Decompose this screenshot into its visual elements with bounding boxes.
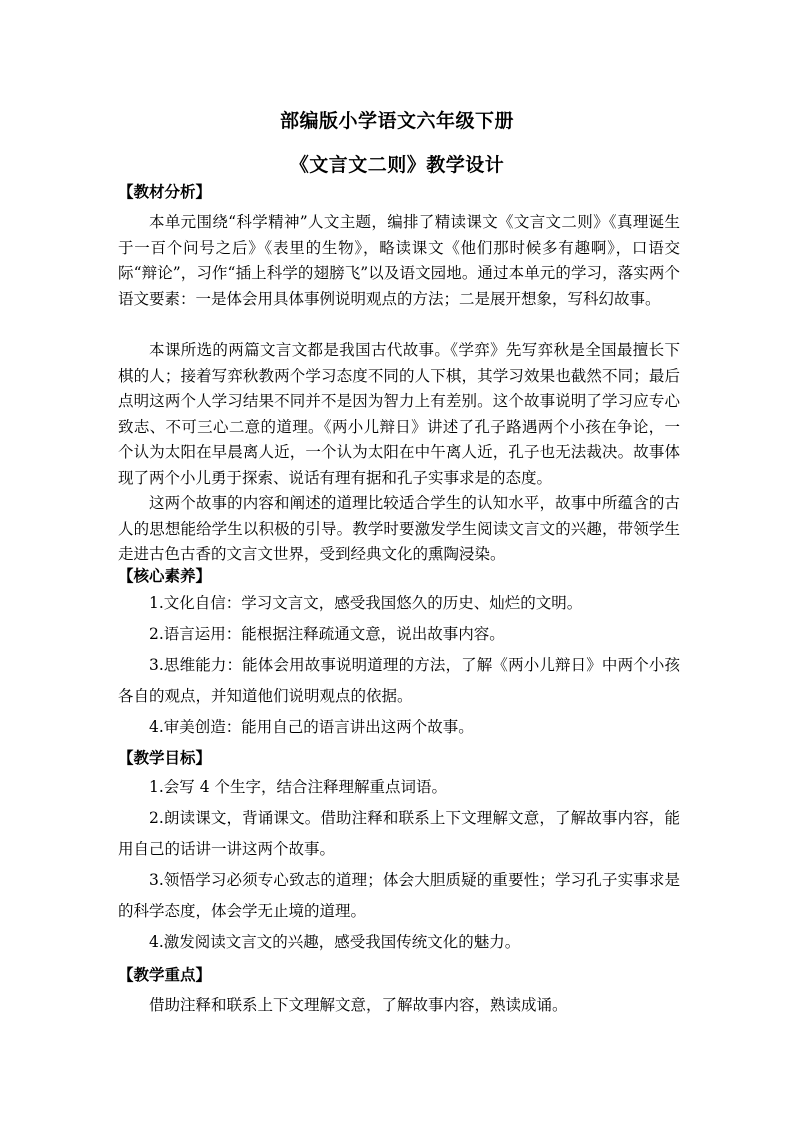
section-heading-material-analysis: 【教材分析】: [118, 182, 212, 201]
section-heading-teaching-focus: 【教学重点】: [118, 965, 212, 984]
section-heading-core-literacy: 【核心素养】: [118, 566, 212, 585]
list-item: 2.朗读课文，背诵课文。借助注释和联系上下文理解文意，了解故事内容，能用自己的话讲一讲这两个故事。: [118, 809, 680, 858]
paragraph: 本课所选的两篇文言文都是我国古代故事。《学弈》先写弈秋是全国最擅长下棋的人；接着写弈秋教两个学习态度不同的人下棋，其学习效果也截然不同；最后点明这两个人学习结果不同并不是因为智力上有差别。这个故事说明了学习应专心致志、不可三心二意的道理。《两小儿辩日》讲述了孔子路遇两个小孩在争论，一个认为太阳在早晨离人近，一个认为太阳在中午离人近，孔子也无法裁决。故事体现了两个小儿勇于探索、说话有理有据和孔子实事求是的态度。: [118, 341, 680, 487]
paragraph: 这两个故事的内容和阐述的道理比较适合学生的认知水平，故事中所蕴含的古人的思想能给学生以积极的引导。教学时要激发学生阅读文言文的兴趣，带领学生走进古色古香的文言文世界，受到经典文化的熏陶浸染。: [118, 494, 680, 564]
list-item: 2.语言运用：能根据注释疏通文意，说出故事内容。: [149, 625, 505, 643]
paragraph: 本单元围绕“科学精神”人文主题，编排了精读课文《文言文二则》《真理诞生于一百个问号之后》《表里的生物》，略读课文《他们那时候多有趣啊》，口语交际“辩论”，习作“插上科学的翅膀飞”以及语文园地。通过本单元的学习，落实两个语文要素：一是体会用具体事例说明观点的方法；二是展开想象，写科幻故事。: [118, 213, 680, 308]
list-item: 4.激发阅读文言文的兴趣，感受我国传统文化的魅力。: [149, 933, 521, 951]
list-item: 1.文化自信：学习文言文，感受我国悠久的历史、灿烂的文明。: [149, 594, 583, 612]
paragraph: 借助注释和联系上下文理解文意，了解故事内容，熟读成诵。: [149, 996, 568, 1014]
section-heading-teaching-goals: 【教学目标】: [118, 748, 212, 767]
document-title: 部编版小学语文六年级下册: [279, 110, 514, 132]
list-item: 1.会写 4 个生字，结合注释理解重点词语。: [149, 778, 448, 796]
list-item: 4.审美创造：能用自己的语言讲出这两个故事。: [149, 718, 474, 736]
list-item: 3.领悟学习必须专心致志的道理；体会大胆质疑的重要性；学习孔子实事求是的科学态度，体会学无止境的道理。: [118, 871, 680, 920]
list-item: 3.思维能力：能体会用故事说明道理的方法，了解《两小儿辩日》中两个小孩各自的观点，并知道他们说明观点的依据。: [118, 656, 680, 705]
document-subtitle: 《文言文二则》教学设计: [289, 154, 505, 176]
